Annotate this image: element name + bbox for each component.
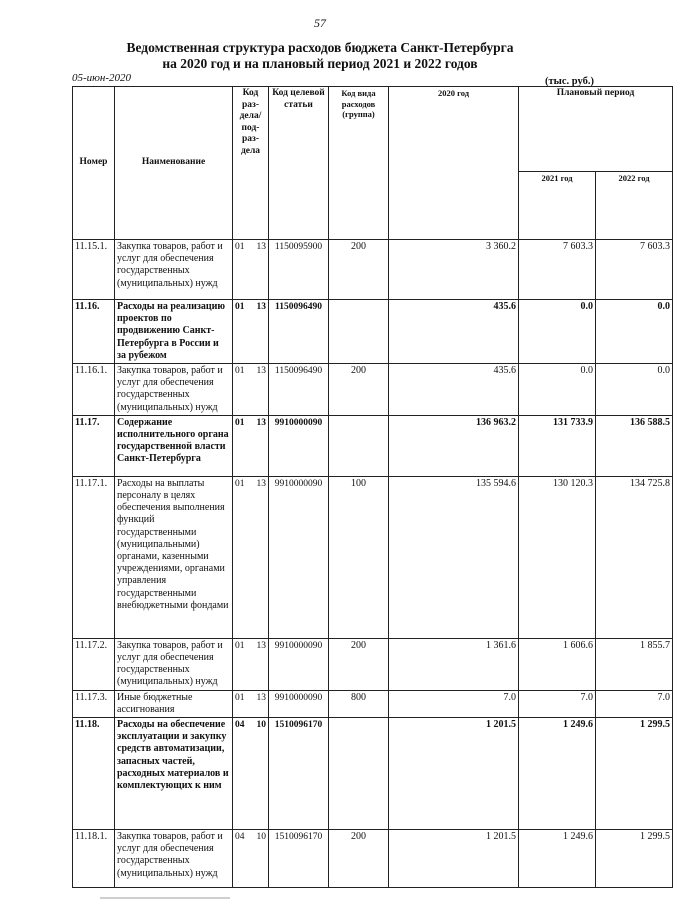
table-row bbox=[73, 240, 673, 300]
row-value-2022: 7 603.3 bbox=[596, 240, 673, 300]
table-row bbox=[73, 830, 673, 888]
row-value-2020: 435.6 bbox=[389, 300, 519, 364]
row-subsection: 10 bbox=[256, 832, 266, 843]
row-value-2022: 136 588.5 bbox=[596, 415, 673, 476]
row-target-code: 9910000090 bbox=[269, 690, 329, 717]
row-value-2022: 0.0 bbox=[596, 300, 673, 364]
row-section-code bbox=[233, 830, 269, 888]
row-section: 04 bbox=[235, 720, 245, 731]
row-section: 04 bbox=[235, 832, 245, 843]
row-name: Закупка товаров, работ и услуг для обеспечения государственных (муниципальных) нужд bbox=[115, 364, 233, 416]
row-value-2021: 1 249.6 bbox=[519, 718, 596, 830]
row-target-code: 1150096490 bbox=[269, 300, 329, 364]
date-stamp: 05-июн-2020 bbox=[72, 72, 132, 84]
table-row bbox=[73, 718, 673, 830]
row-value-2021: 0.0 bbox=[519, 364, 596, 416]
row-subsection: 13 bbox=[256, 478, 266, 489]
row-number: 11.15.1. bbox=[73, 240, 115, 300]
row-value-2021: 131 733.9 bbox=[519, 415, 596, 476]
table-body bbox=[73, 240, 673, 888]
row-value-2021: 1 606.6 bbox=[519, 638, 596, 690]
row-target-code: 9910000090 bbox=[269, 638, 329, 690]
header-plan: Плановый период bbox=[519, 87, 673, 172]
title-line-1: Ведомственная структура расходов бюджета Санкт-Петербурга bbox=[126, 40, 514, 55]
row-subsection: 13 bbox=[256, 366, 266, 377]
row-type-code: 200 bbox=[329, 638, 389, 690]
row-type-code: 200 bbox=[329, 240, 389, 300]
document-title bbox=[0, 40, 640, 72]
budget-table bbox=[72, 86, 673, 888]
row-section: 01 bbox=[235, 242, 245, 252]
header-type: Код вида расходов (группа) bbox=[329, 87, 389, 240]
row-section: 01 bbox=[235, 302, 245, 312]
row-name: Расходы на обеспечение эксплуатации и закупку средств автоматизации, запасных частей, расходных материалов и комплектующих к ним bbox=[115, 718, 233, 830]
header-target: Код целевой статьи bbox=[269, 87, 329, 240]
header-2020: 2020 год bbox=[389, 87, 519, 240]
row-name: Расходы на выплаты персоналу в целях обеспечения выполнения функций государственными (муниципальными) органами, казенными учреждениями, органами управления государственными внебюджетными фондами bbox=[115, 476, 233, 638]
row-subsection: 13 bbox=[256, 692, 266, 703]
row-section-code bbox=[233, 718, 269, 830]
row-name: Содержание исполнительного органа государственной власти Санкт-Петербурга bbox=[115, 415, 233, 476]
row-section-code bbox=[233, 638, 269, 690]
table-row bbox=[73, 415, 673, 476]
row-target-code: 9910000090 bbox=[269, 476, 329, 638]
row-section-code bbox=[233, 364, 269, 416]
row-type-code: 200 bbox=[329, 830, 389, 888]
row-value-2022: 0.0 bbox=[596, 364, 673, 416]
row-section-code bbox=[233, 300, 269, 364]
title-line-2: на 2020 год и на плановый период 2021 и 2022 годов bbox=[162, 56, 478, 71]
row-value-2022: 134 725.8 bbox=[596, 476, 673, 638]
row-subsection: 13 bbox=[256, 242, 266, 252]
row-value-2020: 1 361.6 bbox=[389, 638, 519, 690]
row-value-2022: 1 299.5 bbox=[596, 718, 673, 830]
row-target-code: 1150095900 bbox=[269, 240, 329, 300]
row-value-2020: 136 963.2 bbox=[389, 415, 519, 476]
row-type-code bbox=[329, 300, 389, 364]
row-section: 01 bbox=[235, 366, 245, 377]
header-number: Номер bbox=[73, 87, 115, 240]
row-section-code bbox=[233, 690, 269, 717]
row-number: 11.18. bbox=[73, 718, 115, 830]
row-type-code bbox=[329, 718, 389, 830]
row-subsection: 10 bbox=[256, 720, 266, 731]
row-value-2022: 1 299.5 bbox=[596, 830, 673, 888]
header-2022: 2022 год bbox=[596, 171, 673, 239]
header-name: Наименование bbox=[115, 87, 233, 240]
table-row bbox=[73, 690, 673, 717]
row-target-code: 1150096490 bbox=[269, 364, 329, 416]
header-section: Код раз-дела/ под-раз-дела bbox=[233, 87, 269, 240]
row-number: 11.18.1. bbox=[73, 830, 115, 888]
row-type-code: 100 bbox=[329, 476, 389, 638]
row-subsection: 13 bbox=[256, 302, 266, 312]
row-section-code bbox=[233, 476, 269, 638]
row-number: 11.17. bbox=[73, 415, 115, 476]
table-row bbox=[73, 300, 673, 364]
row-type-code: 200 bbox=[329, 364, 389, 416]
row-name: Закупка товаров, работ и услуг для обеспечения государственных (муниципальных) нужд bbox=[115, 240, 233, 300]
row-value-2021: 130 120.3 bbox=[519, 476, 596, 638]
header-2021: 2021 год bbox=[519, 171, 596, 239]
row-name: Расходы на реализацию проектов по продвижению Санкт-Петербурга в России и за рубежом bbox=[115, 300, 233, 364]
row-value-2021: 1 249.6 bbox=[519, 830, 596, 888]
row-value-2020: 1 201.5 bbox=[389, 718, 519, 830]
row-value-2021: 7 603.3 bbox=[519, 240, 596, 300]
row-number: 11.16.1. bbox=[73, 364, 115, 416]
row-subsection: 13 bbox=[256, 417, 266, 428]
row-value-2022: 1 855.7 bbox=[596, 638, 673, 690]
row-name: Закупка товаров, работ и услуг для обеспечения государственных (муниципальных) нужд bbox=[115, 830, 233, 888]
page-number: 57 bbox=[314, 16, 326, 30]
row-section-code bbox=[233, 240, 269, 300]
row-value-2022: 7.0 bbox=[596, 690, 673, 717]
row-target-code: 9910000090 bbox=[269, 415, 329, 476]
table-row bbox=[73, 476, 673, 638]
units-label: (тыс. руб.) bbox=[545, 76, 594, 87]
row-number: 11.17.3. bbox=[73, 690, 115, 717]
table-row bbox=[73, 364, 673, 416]
row-type-code bbox=[329, 415, 389, 476]
row-value-2020: 435.6 bbox=[389, 364, 519, 416]
row-section-code bbox=[233, 415, 269, 476]
row-name: Иные бюджетные ассигнования bbox=[115, 690, 233, 717]
row-section: 01 bbox=[235, 417, 245, 428]
row-value-2021: 0.0 bbox=[519, 300, 596, 364]
row-value-2020: 135 594.6 bbox=[389, 476, 519, 638]
row-subsection: 13 bbox=[256, 640, 266, 651]
scan-mark bbox=[100, 897, 230, 899]
row-name: Закупка товаров, работ и услуг для обеспечения государственных (муниципальных) нужд bbox=[115, 638, 233, 690]
row-number: 11.16. bbox=[73, 300, 115, 364]
row-section: 01 bbox=[235, 478, 245, 489]
row-target-code: 1510096170 bbox=[269, 718, 329, 830]
row-value-2020: 1 201.5 bbox=[389, 830, 519, 888]
row-number: 11.17.1. bbox=[73, 476, 115, 638]
row-type-code: 800 bbox=[329, 690, 389, 717]
row-target-code: 1510096170 bbox=[269, 830, 329, 888]
row-value-2020: 3 360.2 bbox=[389, 240, 519, 300]
row-number: 11.17.2. bbox=[73, 638, 115, 690]
row-section: 01 bbox=[235, 640, 245, 651]
row-value-2020: 7.0 bbox=[389, 690, 519, 717]
table-row bbox=[73, 638, 673, 690]
row-value-2021: 7.0 bbox=[519, 690, 596, 717]
row-section: 01 bbox=[235, 692, 245, 703]
